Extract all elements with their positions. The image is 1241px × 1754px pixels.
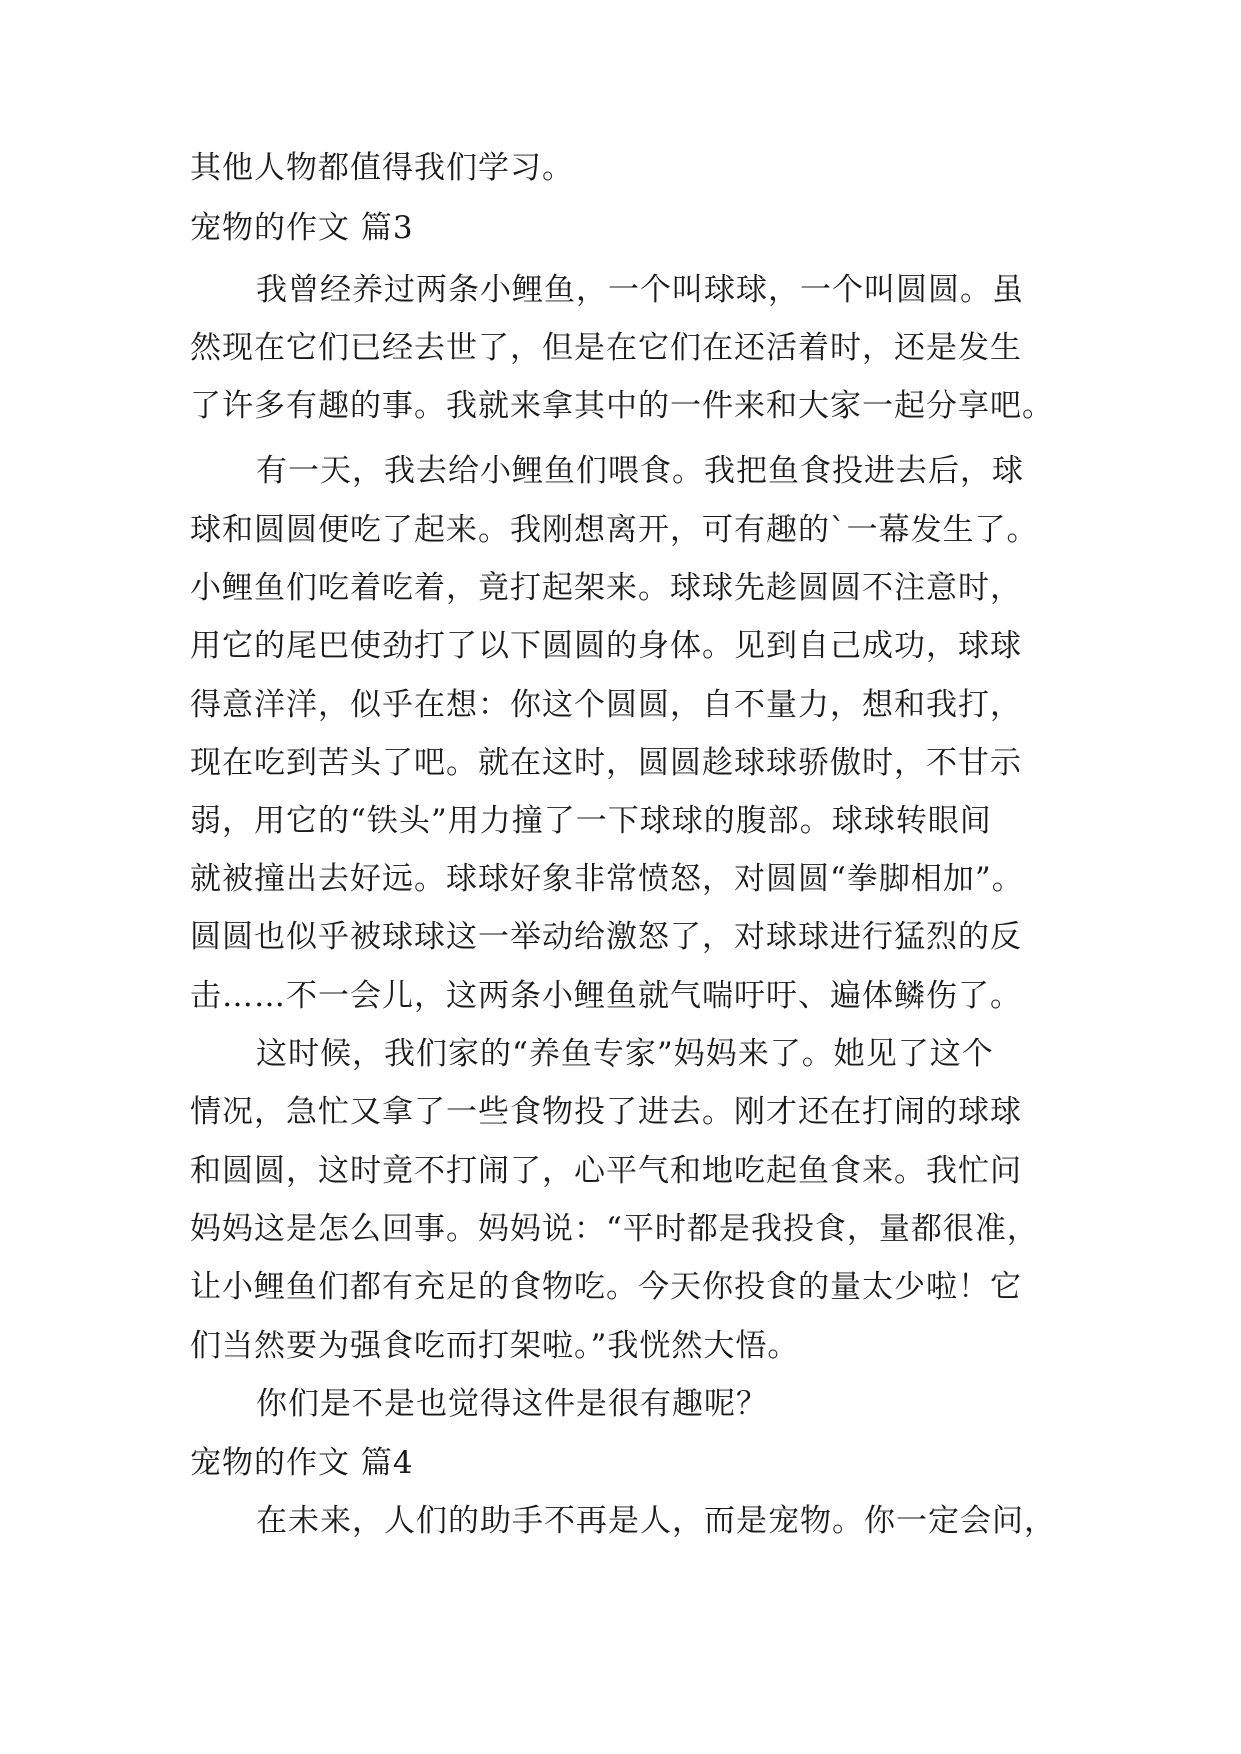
paragraph-line: 让小鲤鱼们都有充足的食物吃。今天你投食的量太少啦！它 xyxy=(190,1269,1022,1305)
paragraph-line: 和圆圆，这时竟不打闹了，心平气和地吃起鱼食来。我忙问 xyxy=(190,1153,1022,1189)
paragraph-line: 妈妈这是怎么回事。妈妈说：“平时都是我投食，量都很准， xyxy=(190,1211,1039,1247)
section-heading: 宠物的作文 篇3 xyxy=(190,210,414,246)
paragraph-line: 们当然要为强食吃而打架啦。”我恍然大悟。 xyxy=(190,1328,800,1364)
text-line: 其他人物都值得我们学习。 xyxy=(190,150,574,186)
paragraph-line: 现在吃到苦头了吧。就在这时，圆圆趁球球骄傲时，不甘示 xyxy=(190,745,1022,781)
paragraph-line: 小鲤鱼们吃着吃着，竟打起架来。球球先趁圆圆不注意时， xyxy=(190,570,1022,606)
section-heading: 宠物的作文 篇4 xyxy=(190,1445,414,1481)
paragraph-line: 在未来，人们的助手不再是人，而是宠物。你一定会问， xyxy=(256,1503,1056,1539)
paragraph-line: 这时候，我们家的“养鱼专家”妈妈来了。她见了这个 xyxy=(256,1036,994,1072)
paragraph-line: 我曾经养过两条小鲤鱼，一个叫球球，一个叫圆圆。虽 xyxy=(256,272,1024,308)
paragraph-line: 得意洋洋，似乎在想：你这个圆圆，自不量力，想和我打， xyxy=(190,687,1022,723)
paragraph-line: 了许多有趣的事。我就来拿其中的一件来和大家一起分享吧。 xyxy=(190,388,1054,424)
paragraph-line: 你们是不是也觉得这件是很有趣呢？ xyxy=(256,1386,768,1422)
paragraph-line: 情况，急忙又拿了一些食物投了进去。刚才还在打闹的球球 xyxy=(190,1094,1022,1130)
paragraph-line: 圆圆也似乎被球球这一举动给激怒了，对球球进行猛烈的反 xyxy=(190,919,1022,955)
paragraph-line: 就被撞出去好远。球球好象非常愤怒，对圆圆“拳脚相加”。 xyxy=(190,861,1024,897)
paragraph-line: 用它的尾巴使劲打了以下圆圆的身体。见到自己成功，球球 xyxy=(190,628,1022,664)
paragraph-line: 有一天，我去给小鲤鱼们喂食。我把鱼食投进去后，球 xyxy=(256,453,1024,489)
paragraph-line: 弱，用它的“铁头”用力撞了一下球球的腹部。球球转眼间 xyxy=(190,803,992,839)
paragraph-line: 击……不一会儿，这两条小鲤鱼就气喘吁吁、遍体鳞伤了。 xyxy=(190,978,1022,1014)
paragraph-line: 球和圆圆便吃了起来。我刚想离开，可有趣的`一幕发生了。 xyxy=(190,512,1039,548)
paragraph-line: 然现在它们已经去世了，但是在它们在还活着时，还是发生 xyxy=(190,330,1022,366)
